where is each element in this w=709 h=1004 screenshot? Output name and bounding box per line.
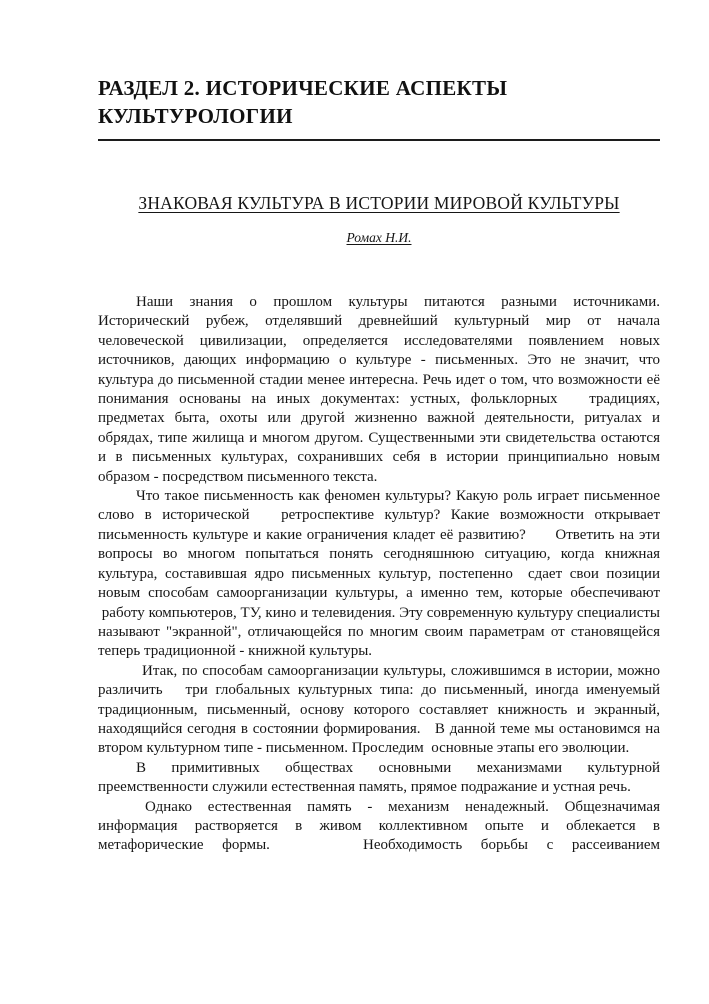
heading-divider <box>98 139 660 141</box>
paragraph-4: В примитивных обществах основными механизмами культурной преемственности служили естественная память, прямое подражание и устная речь. <box>98 759 660 796</box>
paragraph-1: Наши знания о прошлом культуры питаются разными источниками. Исторический рубеж, отделявший древнейший культурный мир от начала человеческой цивилизации, определяется исследователями появлением новых источников, дающих информацию о культуре - письменных. Это не значит, что культура до письменной стадии менее интересна. Речь идет о том, что возможности её понимания основаны на иных документах: устных, фольклорных традициях, предметах быта, охоты или другой жизненно важной деятельности, ритуалах и обрядах, типе жилища и многом другом. Существенными эти свидетельства остаются и в письменных культурах, сохранивших себя в истории принципиально новым образом - посредством письменного текста. <box>98 294 660 485</box>
section-heading: РАЗДЕЛ 2. ИСТОРИЧЕСКИЕ АСПЕКТЫ КУЛЬТУРОЛОГИИ <box>98 76 508 128</box>
paragraph-3: Итак, по способам самоорганизации культуры, сложившимся в истории, можно различить три глобальных культурных типа: до письменный, иногда именуемый традиционным, письменный, основу которого составляет книжность и экранный, находящийся сегодня в состоянии формирования. В данной теме мы остановимся на втором культурном типе - письменном. Проследим основные этапы его эволюции. <box>98 662 660 757</box>
paragraph-5: Однако естественная память - механизм ненадежный. Общезначимая информация растворяется в живом коллективном опыте и облекается в метафорические формы. Необходимость борьбы с рассеиванием <box>98 798 660 854</box>
paragraph-2: Что такое письменность как феномен культуры? Какую роль играет письменное слово в исторической ретроспективе культур? Какие возможности открывает письменность культуре и какие ограничения кладет её развитию? Ответить на эти вопросы во многом попытаться понять сегодняшнюю ситуацию, когда книжная культура, составившая ядро письменных культур, постепенно сдает свои позиции новым способам самоорганизации культуры, а именно тем, которые обеспечивают работу компьютеров, ТУ, кино и телевидения. Эту современную культуру специалисты называют "экранной", отличающейся по многим своим параметрам от становящейся теперь традиционной - книжной культуры. <box>98 488 660 660</box>
author-byline: Ромах Н.И. <box>346 230 412 245</box>
article-title: ЗНАКОВАЯ КУЛЬТУРА В ИСТОРИИ МИРОВОЙ КУЛЬТУРЫ <box>138 193 620 213</box>
article-body <box>98 293 660 856</box>
